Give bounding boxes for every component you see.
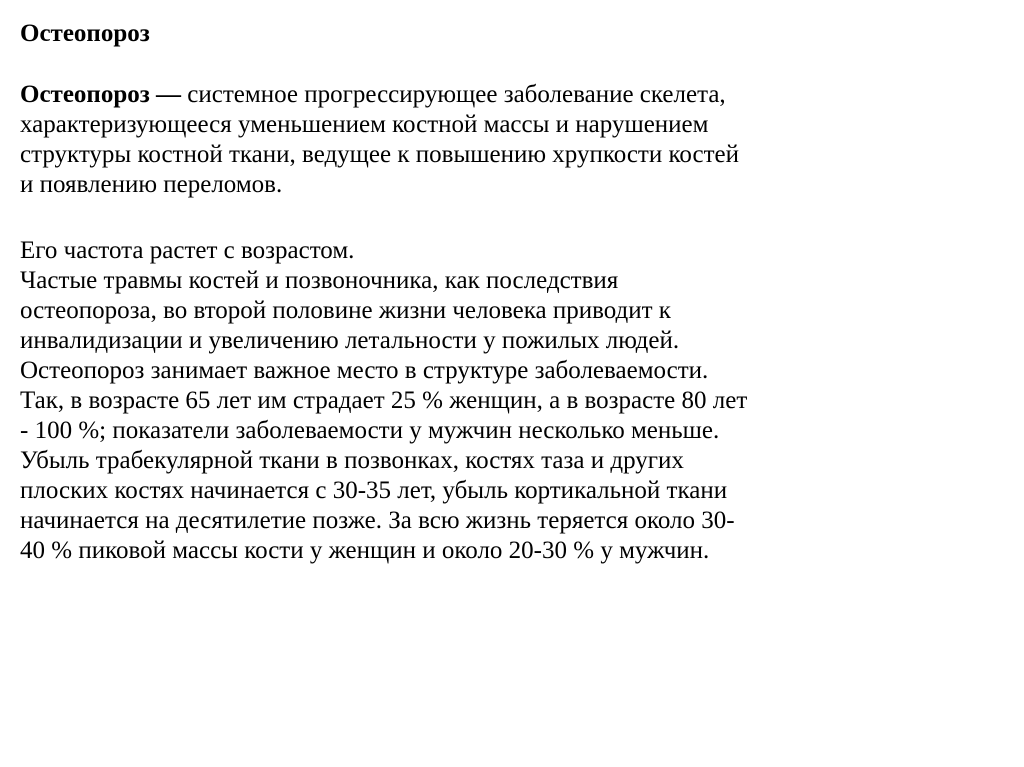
body-line: остеопороза, во второй половине жизни человека приводит к [20,297,671,324]
definition-line: структуры костной ткани, ведущее к повышению хрупкости костей [20,141,739,168]
definition-paragraph [20,80,739,200]
definition-text: системное прогрессирующее заболевание скелета, [181,81,726,108]
body-line: 40 % пиковой массы кости у женщин и около 20-30 % у мужчин. [20,537,710,564]
definition-line [20,80,739,110]
body-line: Его частота растет с возрастом. [20,237,355,264]
body-paragraph [20,236,747,566]
body-line: начинается на десятилетие позже. За всю жизнь теряется около 30- [20,507,735,534]
body-line: инвалидизации и увеличению летальности у пожилых людей. [20,327,680,354]
body-line: плоских костях начинается с 30-35 лет, убыль кортикальной ткани [20,477,728,504]
definition-term: Остеопороз — [20,81,182,108]
body-line: Убыль трабекулярной ткани в позвонках, костях таза и других [20,447,684,474]
body-line: Остеопороз занимает важное место в структуре заболеваемости. [20,357,709,384]
definition-line: и появлению переломов. [20,171,283,198]
body-line: Так, в возрасте 65 лет им страдает 25 % женщин, а в возрасте 80 лет [20,387,748,414]
page-title: Остеопороз [20,20,150,47]
body-line: - 100 %; показатели заболеваемости у мужчин несколько меньше. [20,417,720,444]
body-line: Частые травмы костей и позвоночника, как последствия [20,267,619,294]
definition-line: характеризующееся уменьшением костной массы и нарушением [20,111,709,138]
